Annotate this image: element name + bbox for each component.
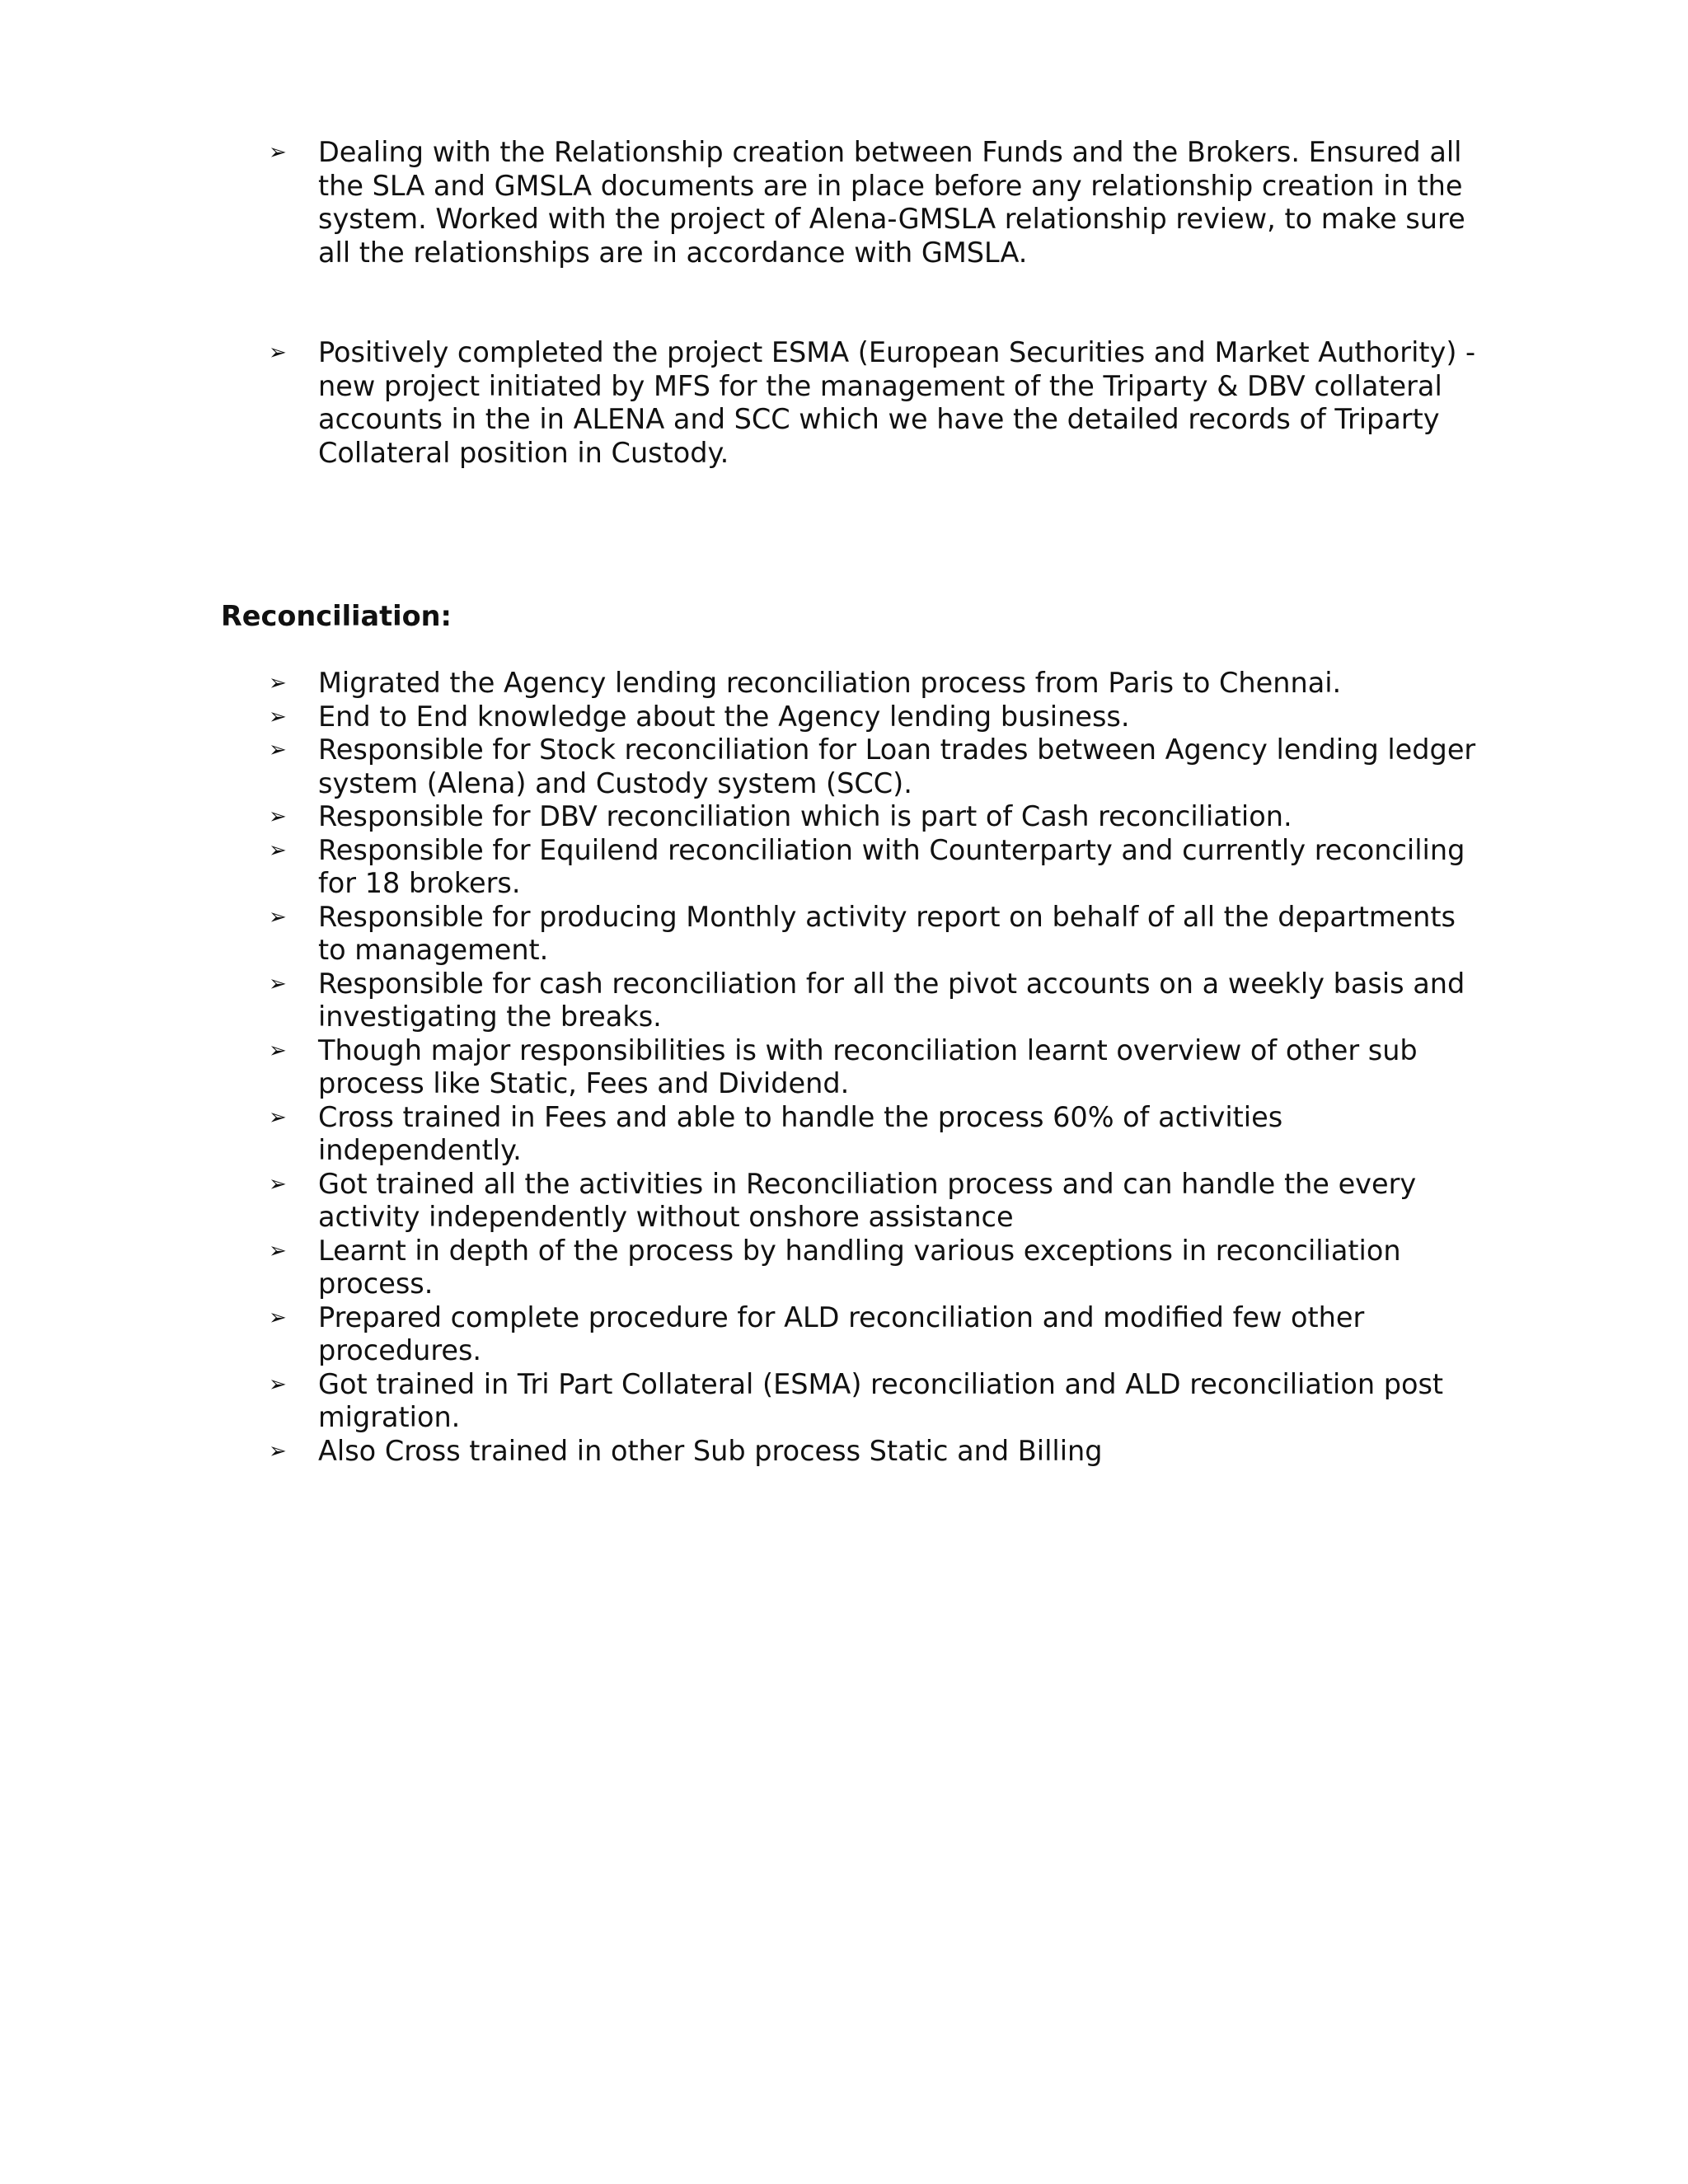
list-item [269, 800, 1480, 834]
arrow-bullet-icon: ➢ [269, 804, 287, 829]
list-item-text: Dealing with the Relationship creation between Funds and the Brokers. Ensured all the SLA and GMSLA documents are in place before any relationship creation in the system. Worked with the project of Alena-GMSLA relationship review, to make sure all the relationships are in accordance with GMSLA. [318, 136, 1465, 269]
list-item [269, 1100, 1480, 1168]
arrow-bullet-icon: ➢ [269, 1438, 287, 1464]
list-item [269, 1234, 1480, 1301]
arrow-bullet-icon: ➢ [269, 671, 287, 696]
list-item [269, 1367, 1480, 1435]
list-item-text: Responsible for Equilend reconciliation with Counterparty and currently reconciling for 18 brokers. [318, 833, 1465, 899]
list-item-text: Got trained all the activities in Reconciliation process and can handle the every activity independently without onshore assistance [318, 1167, 1417, 1233]
arrow-bullet-icon: ➢ [269, 1104, 287, 1130]
list-item [269, 1434, 1480, 1469]
list-item [269, 700, 1480, 734]
arrow-bullet-icon: ➢ [269, 1171, 287, 1197]
list-item [269, 900, 1480, 968]
list-item [269, 136, 1480, 269]
list-item [269, 1301, 1480, 1368]
list-item-text: Responsible for DBV reconciliation which is part of Cash reconciliation. [318, 800, 1292, 832]
arrow-bullet-icon: ➢ [269, 1371, 287, 1397]
list-item-text: Got trained in Tri Part Collateral (ESMA) reconciliation and ALD reconciliation post migration. [318, 1367, 1444, 1433]
arrow-bullet-icon: ➢ [269, 704, 287, 729]
list-item [269, 1167, 1480, 1235]
list-item [269, 733, 1480, 800]
arrow-bullet-icon: ➢ [269, 738, 287, 762]
list-item [269, 1033, 1480, 1101]
arrow-bullet-icon: ➢ [269, 1038, 287, 1063]
list-item-text: Responsible for producing Monthly activity report on behalf of all the departments to management. [318, 900, 1456, 966]
section-heading-reconciliation: Reconciliation: [221, 600, 452, 632]
list-item-text: Cross trained in Fees and able to handle the process 60% of activities independently. [318, 1100, 1283, 1166]
list-item-text: Learnt in depth of the process by handling various exceptions in reconciliation process. [318, 1234, 1401, 1300]
arrow-bullet-icon: ➢ [269, 1238, 287, 1263]
list-item [269, 667, 1480, 701]
list-item-text: Prepared complete procedure for ALD reconciliation and modified few other procedures. [318, 1301, 1365, 1366]
list-item-text: Responsible for cash reconciliation for all the pivot accounts on a weekly basis and investigating the breaks. [318, 967, 1465, 1033]
list-item-text: Also Cross trained in other Sub process Static and Billing [318, 1434, 1103, 1467]
arrow-bullet-icon: ➢ [269, 837, 287, 863]
reconciliation-bullet-list [269, 667, 1480, 1468]
arrow-bullet-icon: ➢ [269, 140, 287, 165]
list-item [269, 833, 1480, 901]
list-item-text: Positively completed the project ESMA (European Securities and Market Authority) - new project initiated by MFS for the management of the Triparty & DBV collateral accounts in the in ALENA and SCC which we have the detailed records of Triparty Collateral position in Custody. [318, 336, 1476, 469]
list-item-text: Migrated the Agency lending reconciliation process from Paris to Chennai. [318, 667, 1342, 699]
list-item-text: Responsible for Stock reconciliation for Loan trades between Agency lending ledger system (Alena) and Custody system (SCC). [318, 733, 1476, 799]
arrow-bullet-icon: ➢ [269, 1305, 287, 1330]
list-item [269, 967, 1480, 1034]
arrow-bullet-icon: ➢ [269, 340, 287, 365]
project-bullet-list [269, 136, 1480, 470]
list-item [269, 336, 1480, 470]
arrow-bullet-icon: ➢ [269, 971, 287, 996]
arrow-bullet-icon: ➢ [269, 904, 287, 930]
list-item-text: Though major responsibilities is with reconciliation learnt overview of other sub process like Static, Fees and Dividend. [318, 1033, 1418, 1099]
list-item-text: End to End knowledge about the Agency lending business. [318, 700, 1130, 733]
